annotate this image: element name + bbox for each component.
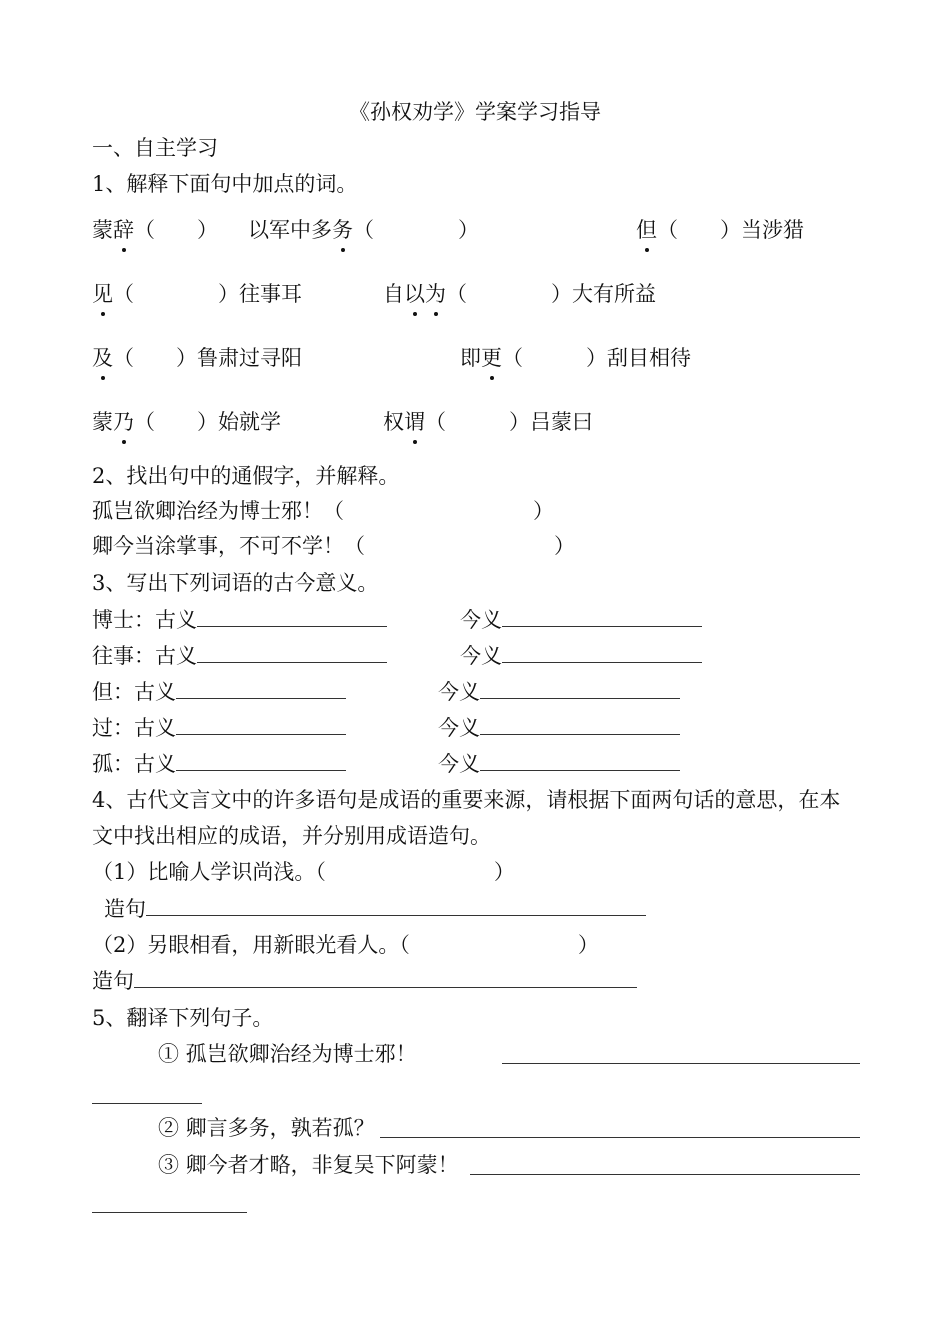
dotted-char: 更 — [481, 346, 502, 370]
answer-blank[interactable] — [480, 714, 680, 735]
q5-heading: 5、翻译下列句子。 — [92, 1006, 274, 1030]
answer-blank[interactable] — [134, 967, 637, 988]
q1-item-mengnai: 蒙乃（ ）始就学 — [92, 410, 281, 434]
answer-blank[interactable] — [502, 606, 702, 627]
q3-row-boshi: 博士：古义 — [92, 606, 387, 634]
q3-row-boshi-modern: 今义 — [460, 606, 702, 634]
dotted-char: 辞 — [113, 218, 134, 242]
answer-blank[interactable] — [197, 606, 387, 627]
answer-blank[interactable] — [480, 750, 680, 771]
q1-heading: 1、解释下面句中加点的词。 — [92, 172, 358, 196]
q3-row-dan-modern: 今义 — [438, 678, 680, 706]
dotted-char: 为 — [425, 282, 446, 306]
answer-line[interactable] — [470, 1174, 860, 1175]
q1-item-ziyiwei: 自以为（ ）大有所益 — [383, 282, 656, 306]
q4-heading-line-1: 4、古代文言文中的许多语句是成语的重要来源，请根据下面两句话的意思，在本 — [92, 788, 841, 812]
worksheet-title: 《孙权劝学》学案学习指导 — [349, 100, 601, 124]
section-heading-self-study: 一、自主学习 — [92, 136, 218, 160]
q2-heading: 2、找出句中的通假字，并解释。 — [92, 464, 400, 488]
q2-line-1: 孤岂欲卿治经为博士邪！（ ） — [92, 499, 554, 523]
q4-make-sentence-1: 造句 — [104, 895, 646, 923]
answer-line-continued[interactable] — [92, 1103, 202, 1104]
q1-item-quanwei: 权谓（ ）吕蒙曰 — [383, 410, 593, 434]
answer-blank[interactable] — [176, 714, 346, 735]
answer-blank[interactable] — [176, 678, 346, 699]
dotted-char: 务 — [332, 218, 353, 242]
answer-line-continued[interactable] — [92, 1212, 247, 1213]
answer-blank[interactable] — [197, 642, 387, 663]
dotted-char: 但 — [636, 218, 657, 242]
answer-line[interactable] — [502, 1063, 860, 1064]
q1-item-junzhong-duowu: 以军中多务（ ） — [248, 218, 479, 242]
q1-item-jian: 见（ ）往事耳 — [92, 282, 302, 306]
q1-item-ji: 及（ ）鲁肃过寻阳 — [92, 346, 302, 370]
q3-heading: 3、写出下列词语的古今意义。 — [92, 571, 379, 595]
q3-row-guo: 过：古义 — [92, 714, 346, 742]
q1-item-dan: 但（ ）当涉猎 — [636, 218, 804, 242]
q4-sub-1: （1）比喻人学识尚浅。（ ） — [92, 860, 515, 884]
q2-line-2: 卿今当涂掌事，不可不学！（ ） — [92, 534, 575, 558]
q1-item-jigeng: 即更（ ）刮目相待 — [460, 346, 691, 370]
dotted-char: 见 — [92, 282, 113, 306]
q3-row-dan: 但：古义 — [92, 678, 346, 706]
answer-blank[interactable] — [480, 678, 680, 699]
q4-heading-line-2: 文中找出相应的成语，并分别用成语造句。 — [92, 824, 491, 848]
q3-row-gu: 孤：古义 — [92, 750, 346, 778]
answer-blank[interactable] — [502, 642, 702, 663]
dotted-char: 乃 — [113, 410, 134, 434]
answer-line[interactable] — [380, 1137, 860, 1138]
q3-row-guo-modern: 今义 — [438, 714, 680, 742]
q4-sub-2: （2）另眼相看，用新眼光看人。（ ） — [92, 933, 599, 957]
q3-row-wangshi: 往事：古义 — [92, 642, 387, 670]
q4-make-sentence-2: 造句 — [92, 967, 637, 995]
dotted-char: 以 — [404, 282, 425, 306]
answer-blank[interactable] — [176, 750, 346, 771]
q3-row-gu-modern: 今义 — [438, 750, 680, 778]
answer-blank[interactable] — [146, 895, 646, 916]
q5-sentence-2: ② 卿言多务，孰若孤？ — [158, 1116, 375, 1140]
dotted-char: 谓 — [404, 410, 425, 434]
dotted-char: 及 — [92, 346, 113, 370]
q5-sentence-1: ① 孤岂欲卿治经为博士邪！ — [158, 1042, 417, 1066]
q3-row-wangshi-modern: 今义 — [460, 642, 702, 670]
q5-sentence-3: ③ 卿今者才略，非复吴下阿蒙！ — [158, 1153, 459, 1177]
q1-item-meng-ci: 蒙辞（ ） — [92, 218, 218, 242]
